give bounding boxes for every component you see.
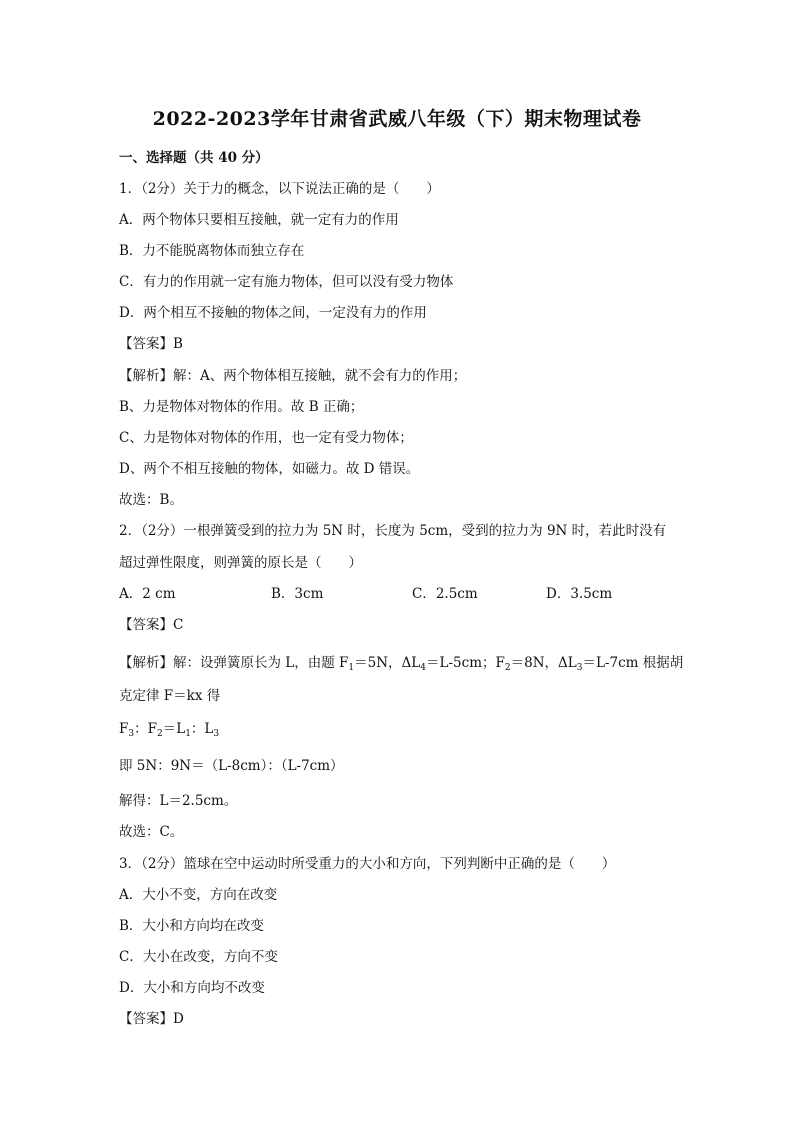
- q3-answer: 【答案】D: [119, 1011, 184, 1027]
- q2-analysis-line5: 解得：L＝2.5cm。: [119, 793, 238, 809]
- q2-option-a: A．2 cm: [119, 586, 176, 602]
- q1-option-c: C．有力的作用就一定有施力物体，但可以没有受力物体: [119, 274, 454, 290]
- q1-option-a: A．两个物体只要相互接触，就一定有力的作用: [119, 212, 399, 228]
- q1-stem: 1．（2分）关于力的概念，以下说法正确的是（ ）: [119, 181, 440, 197]
- q2-answer: 【答案】C: [119, 617, 184, 633]
- section-heading: 一、选择题（共 40 分）: [119, 150, 269, 166]
- q3-option-c: C．大小在改变，方向不变: [119, 949, 278, 965]
- q2-analysis-line2: 克定律 F＝kx 得: [119, 688, 221, 704]
- q1-analysis-line: C、力是物体对物体的作用，也一定有受力物体；: [119, 430, 413, 446]
- q1-analysis-line: 【解析】解：A、两个物体相互接触，就不会有力的作用；: [119, 368, 467, 384]
- q2-conclusion: 故选：C。: [119, 824, 184, 840]
- q1-option-b: B．力不能脱离物体而独立存在: [119, 243, 305, 259]
- q1-option-d: D．两个相互不接触的物体之间，一定没有力的作用: [119, 305, 427, 321]
- q2-analysis-line4: 即 5N：9N＝（L-8cm）：（L-7cm）: [119, 758, 344, 774]
- q2-option-c: C．2.5cm: [412, 586, 478, 602]
- q2-analysis-line1: 【解析】解：设弹簧原长为 L，由题 $F_1=5N$，$\Delta L_4=L-5cm$；$F_2=8N$，$\Delta L_3=L-7cm$ 根据胡: [119, 655, 684, 673]
- q2-analysis-formula: $F_3$：$F_2=L_1$：$L_3$: [119, 721, 220, 739]
- q2-stem-line2: 超过弹性限度，则弹簧的原长是（ ）: [119, 555, 362, 571]
- q1-answer: 【答案】B: [119, 336, 183, 352]
- q1-analysis-line: B、力是物体对物体的作用。故 B 正确；: [119, 399, 364, 415]
- q3-option-d: D．大小和方向均不改变: [119, 980, 265, 996]
- q3-option-b: B．大小和方向均在改变: [119, 918, 264, 934]
- q2-option-b: B．3cm: [271, 586, 324, 602]
- q2-stem-line1: 2．（2分）一根弹簧受到的拉力为 5N 时，长度为 5cm，受到的拉力为 9N 时，若此时没有: [119, 523, 667, 539]
- q2-option-d: D．3.5cm: [546, 586, 613, 602]
- q1-analysis-line: D、两个不相互接触的物体，如磁力。故 D 错误。: [119, 461, 420, 477]
- q1-conclusion: 故选：B。: [119, 492, 183, 508]
- page-title: 2022-2023学年甘肃省武威八年级（下）期末物理试卷: [152, 108, 642, 130]
- q3-stem: 3．（2分）篮球在空中运动时所受重力的大小和方向，下列判断中正确的是（ ）: [119, 856, 616, 872]
- q3-option-a: A．大小不变，方向在改变: [119, 887, 278, 903]
